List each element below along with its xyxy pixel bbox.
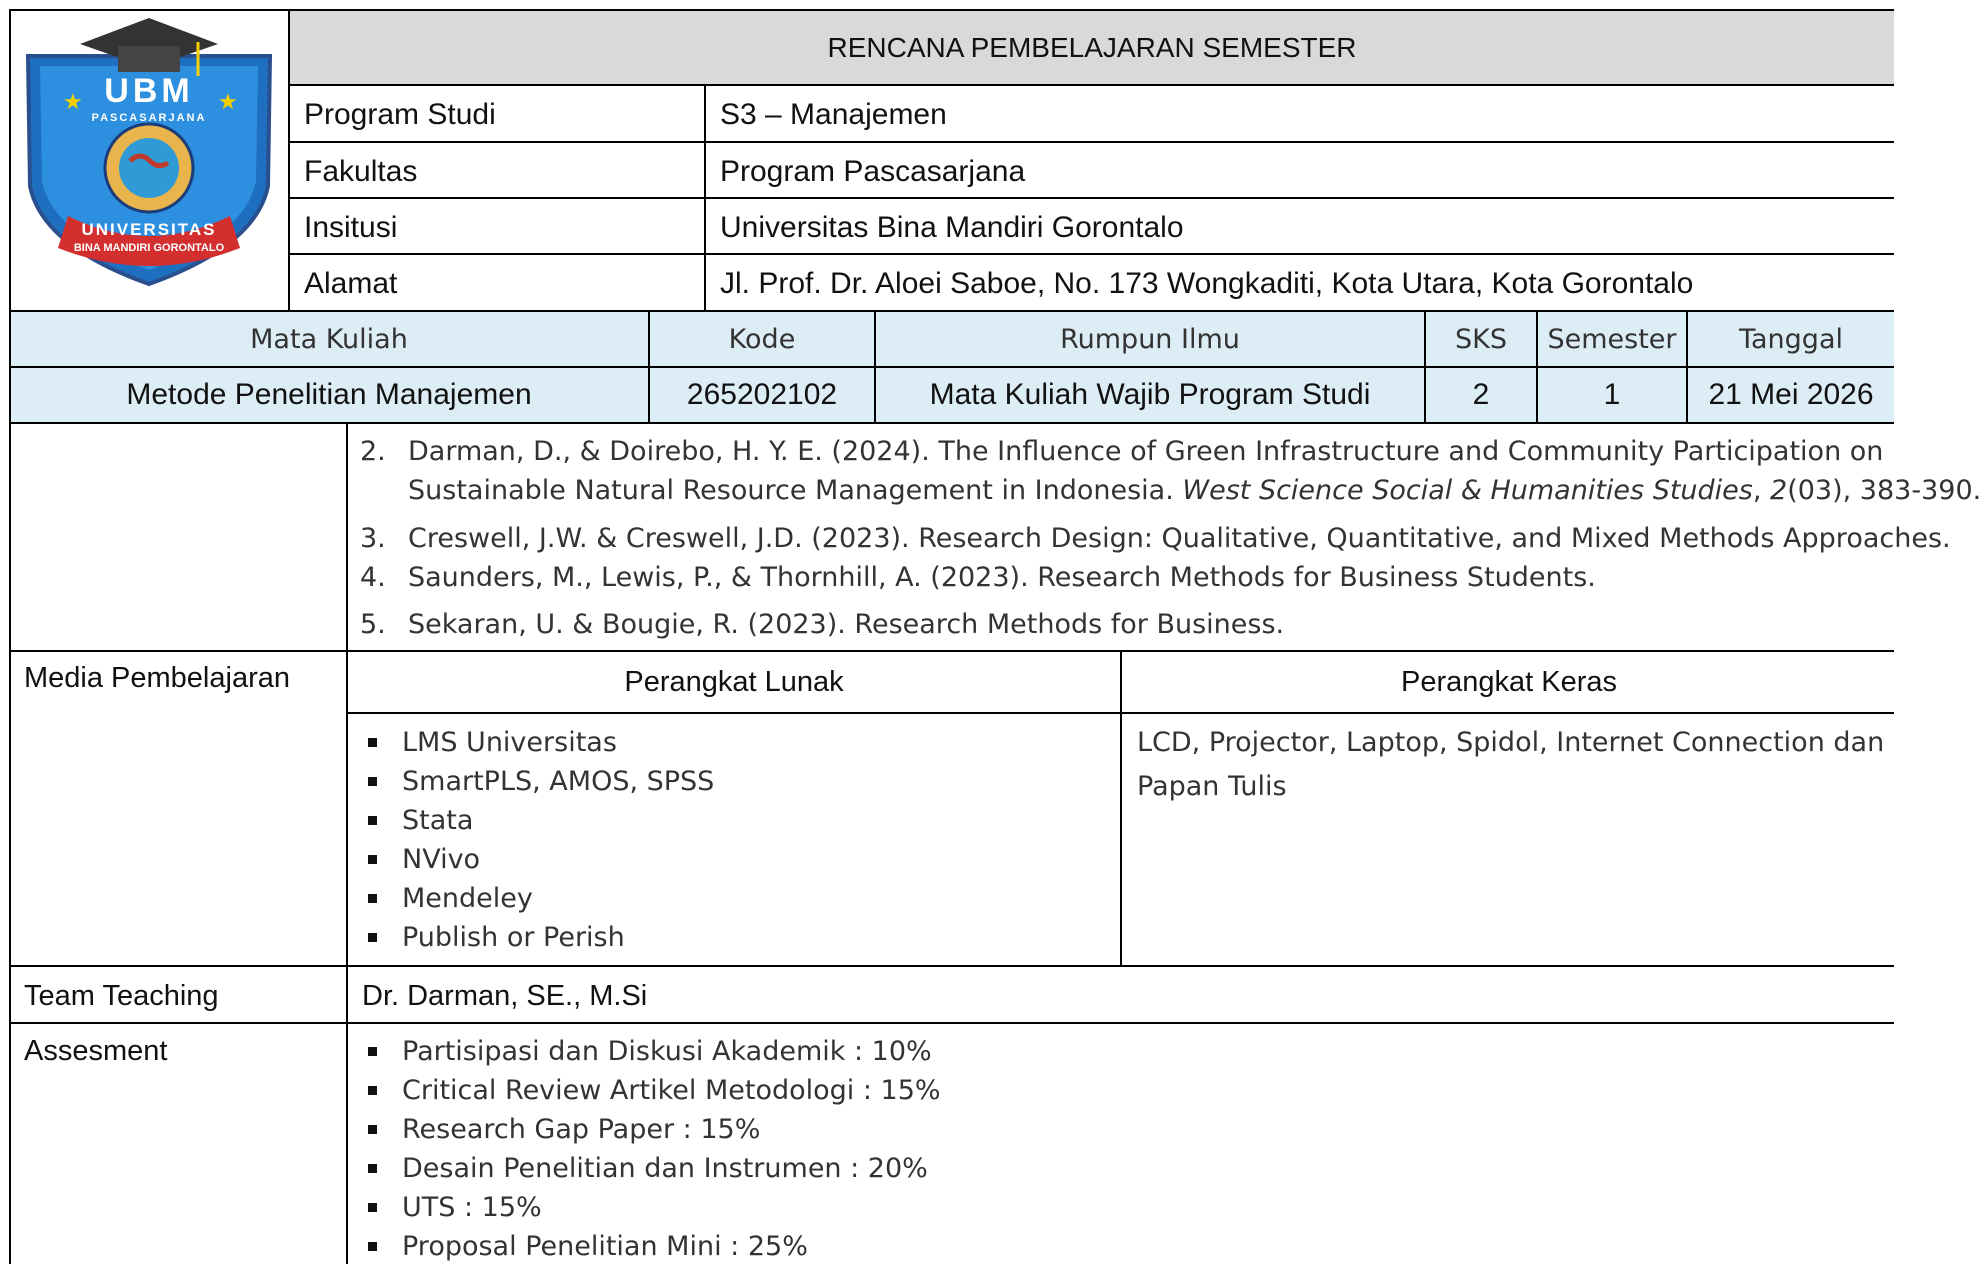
reference-number: 5. xyxy=(360,609,386,640)
list-item: Critical Review Artikel Metodologi : 15% xyxy=(362,1071,941,1110)
reference-item-4 xyxy=(360,558,1890,598)
hardware-header: Perangkat Keras xyxy=(1400,665,1617,698)
software-header: Perangkat Lunak xyxy=(624,665,844,698)
info-label-fakultas: Fakultas xyxy=(304,154,418,188)
list-item: Mendeley xyxy=(362,879,714,918)
hardware-text-line1: LCD, Projector, Laptop, Spidol, Internet Connection dan xyxy=(1137,727,1885,758)
reference-text-line2: Sustainable Natural Resource Management in Indonesia. West Science Social & Humanities Studies, 2(03), 383-390. xyxy=(408,475,1981,506)
reference-text-line1: Darman, D., & Doirebo, H. Y. E. (2024). The Influence of Green Infrastructure and Community Participation on xyxy=(408,436,1884,467)
info-value-fakultas: Program Pascasarjana xyxy=(720,154,1026,188)
info-value-institusi: Universitas Bina Mandiri Gorontalo xyxy=(720,210,1184,244)
course-header-tanggal: Tanggal xyxy=(1738,323,1843,355)
svg-text:★: ★ xyxy=(218,90,238,115)
course-value-semester: 1 xyxy=(1603,378,1621,411)
assessment-label: Assesment xyxy=(24,1035,168,1067)
course-header-rumpun-ilmu: Rumpun Ilmu xyxy=(1060,323,1240,355)
reference-item-2 xyxy=(360,432,1981,512)
reference-item-5 xyxy=(360,605,1890,645)
logo-ribbon-line1: UNIVERSITAS xyxy=(81,220,217,239)
logo-top-text: UBM xyxy=(104,72,194,110)
logo-ribbon-line2: BINA MANDIRI GORONTALO xyxy=(73,242,225,254)
info-label-alamat: Alamat xyxy=(304,266,398,300)
reference-number: 4. xyxy=(360,562,386,593)
list-item: NVivo xyxy=(362,840,714,879)
software-list xyxy=(362,723,714,957)
list-item: Partisipasi dan Diskusi Akademik : 10% xyxy=(362,1032,941,1071)
info-value-program-studi: S3 – Manajemen xyxy=(720,97,947,131)
list-item: Desain Penelitian dan Instrumen : 20% xyxy=(362,1149,941,1188)
reference-item-3 xyxy=(360,519,1951,559)
logo-sub-text: PASCASARJANA xyxy=(91,112,207,124)
info-value-alamat: Jl. Prof. Dr. Aloei Saboe, No. 173 Wongkaditi, Kota Utara, Kota Gorontalo xyxy=(720,266,1694,300)
list-item: Proposal Penelitian Mini : 25% xyxy=(362,1227,941,1266)
course-value-kode: 265202102 xyxy=(686,378,838,411)
course-value-rumpun-ilmu: Mata Kuliah Wajib Program Studi xyxy=(929,378,1371,411)
list-item: UTS : 15% xyxy=(362,1188,941,1227)
list-item: Research Gap Paper : 15% xyxy=(362,1110,941,1149)
course-value-sks: 2 xyxy=(1472,378,1490,411)
list-item: Publish or Perish xyxy=(362,918,714,957)
reference-text-line1: Sekaran, U. & Bougie, R. (2023). Research Methods for Business. xyxy=(408,609,1285,640)
course-header-kode: Kode xyxy=(728,323,796,355)
info-label-program-studi: Program Studi xyxy=(304,97,496,131)
course-header-sks: SKS xyxy=(1455,323,1507,355)
reference-number: 3. xyxy=(360,523,386,554)
info-label-institusi: Insitusi xyxy=(304,210,398,244)
course-value-tanggal: 21 Mei 2026 xyxy=(1708,378,1874,411)
team-teaching-value: Dr. Darman, SE., M.Si xyxy=(362,979,648,1012)
document-title: RENCANA PEMBELAJARAN SEMESTER xyxy=(827,31,1357,63)
list-item: SmartPLS, AMOS, SPSS xyxy=(362,762,714,801)
assessment-list xyxy=(362,1032,941,1266)
university-logo xyxy=(18,16,280,288)
svg-text:★: ★ xyxy=(63,90,83,115)
document-title-cell xyxy=(290,10,1894,85)
list-item: LMS Universitas xyxy=(362,723,714,762)
hardware-text-line2: Papan Tulis xyxy=(1137,771,1287,802)
reference-number: 2. xyxy=(360,436,386,467)
reference-text-line1: Saunders, M., Lewis, P., & Thornhill, A. (2023). Research Methods for Business Students. xyxy=(408,562,1596,593)
course-value-mata-kuliah: Metode Penelitian Manajemen xyxy=(126,378,532,411)
team-teaching-label: Team Teaching xyxy=(24,979,219,1012)
course-header-semester: Semester xyxy=(1547,323,1677,355)
reference-text-line1: Creswell, J.W. & Creswell, J.D. (2023). Research Design: Qualitative, Quantitative, and Mixed Methods Approaches. xyxy=(408,523,1951,554)
journal-name: West Science Social & Humanities Studies xyxy=(1182,475,1753,506)
journal-volume: 2 xyxy=(1770,475,1788,506)
course-header-mata-kuliah: Mata Kuliah xyxy=(250,323,408,355)
list-item: Stata xyxy=(362,801,714,840)
media-label: Media Pembelajaran xyxy=(24,662,290,694)
